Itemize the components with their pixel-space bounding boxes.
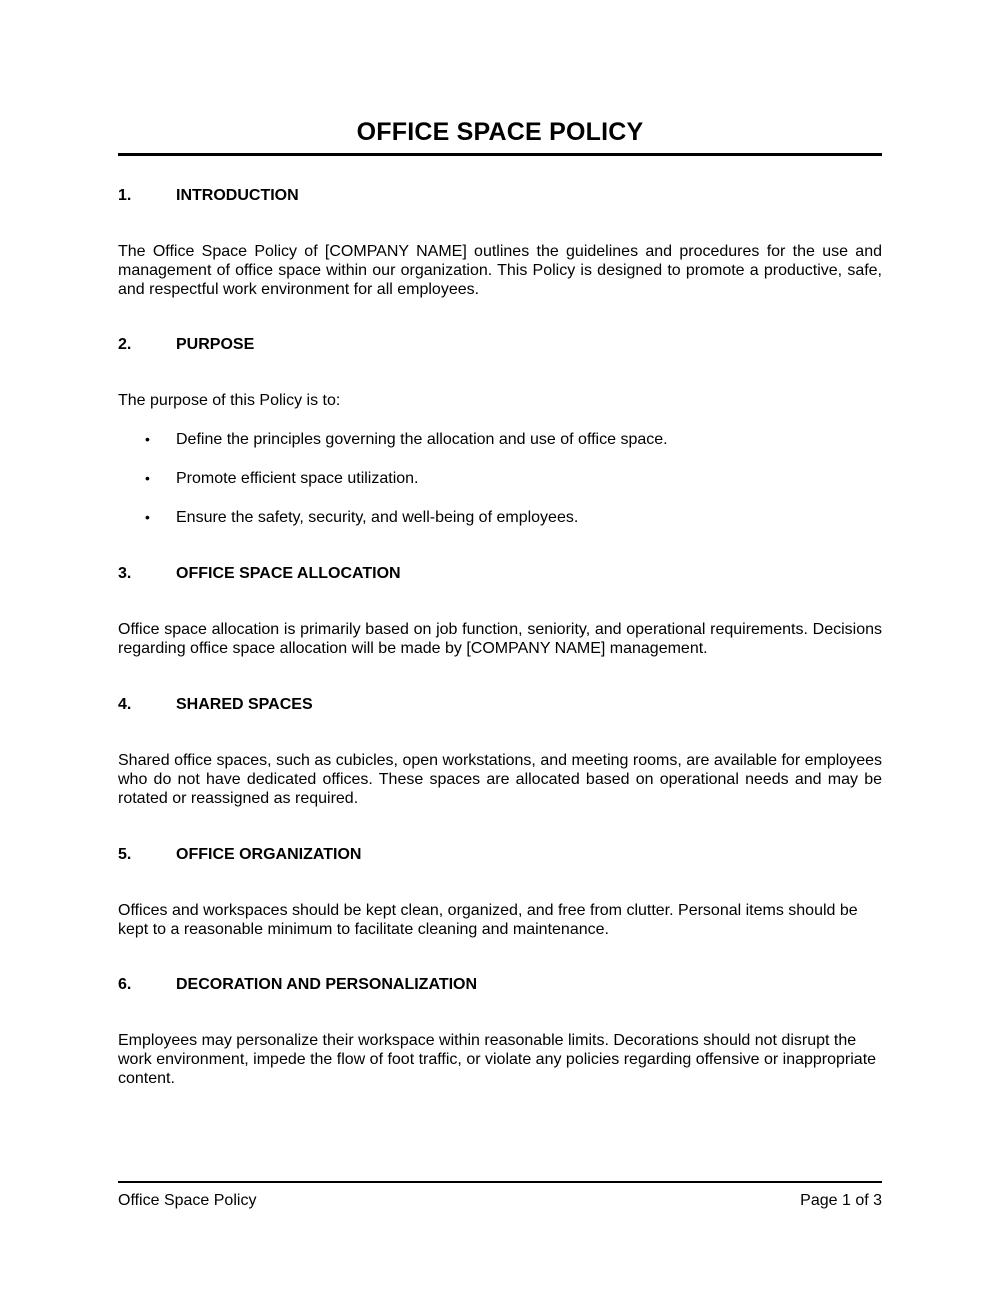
list-item-text: Promote efficient space utilization. bbox=[176, 470, 419, 487]
section-number: 4. bbox=[118, 696, 132, 713]
section-title: INTRODUCTION bbox=[176, 187, 299, 204]
section-heading-office-space-allocation bbox=[118, 564, 882, 583]
bullet-icon: • bbox=[145, 431, 150, 447]
section-title: SHARED SPACES bbox=[176, 696, 313, 713]
purpose-bullet-list bbox=[118, 430, 882, 527]
list-item bbox=[118, 430, 882, 449]
list-item-text: Ensure the safety, security, and well-being of employees. bbox=[176, 509, 579, 526]
title-divider bbox=[118, 153, 882, 156]
document-body bbox=[118, 186, 882, 1088]
section-number: 3. bbox=[118, 565, 132, 582]
page-title: OFFICE SPACE POLICY bbox=[356, 118, 644, 146]
bullet-icon: • bbox=[145, 470, 150, 486]
list-item bbox=[118, 508, 882, 527]
section-heading-decoration-and-personalization bbox=[118, 975, 882, 994]
section-number: 2. bbox=[118, 336, 132, 353]
section-number: 6. bbox=[118, 976, 132, 993]
footer-page-number: Page 1 of 3 bbox=[800, 1192, 882, 1209]
section-title: DECORATION AND PERSONALIZATION bbox=[176, 976, 478, 993]
bullet-icon: • bbox=[145, 509, 150, 525]
list-item bbox=[118, 469, 882, 488]
section-paragraph: Shared office spaces, such as cubicles, open workstations, and meeting rooms, are available for employees who do not have dedicated offices. These spaces are allocated based on operational needs and may be rotated or reassigned as required. bbox=[118, 752, 882, 807]
section-heading-shared-spaces bbox=[118, 695, 882, 714]
section-title: PURPOSE bbox=[176, 336, 255, 353]
section-heading-introduction bbox=[118, 186, 882, 205]
list-item-text: Define the principles governing the allocation and use of office space. bbox=[176, 431, 668, 448]
section-paragraph: The Office Space Policy of [COMPANY NAME] outlines the guidelines and procedures for the use and management of office space within our organization. This Policy is designed to promote a productive, safe, and respectful work environment for all employees. bbox=[118, 243, 882, 298]
section-paragraph: The purpose of this Policy is to: bbox=[118, 392, 341, 409]
section-title: OFFICE SPACE ALLOCATION bbox=[176, 565, 401, 582]
section-paragraph: Office space allocation is primarily based on job function, seniority, and operational requirements. Decisions regarding office space allocation will be made by [COMPANY NAME] management. bbox=[118, 621, 882, 657]
section-paragraph: Offices and workspaces should be kept clean, organized, and free from clutter. Personal items should be kept to a reasonable minimum to facilitate cleaning and maintenance. bbox=[118, 902, 858, 938]
footer-divider bbox=[118, 1181, 882, 1183]
section-heading-purpose bbox=[118, 335, 882, 354]
section-number: 1. bbox=[118, 187, 132, 204]
footer-document-name: Office Space Policy bbox=[118, 1192, 257, 1209]
section-heading-office-organization bbox=[118, 845, 882, 864]
section-title: OFFICE ORGANIZATION bbox=[176, 846, 362, 863]
page-footer bbox=[118, 1191, 882, 1210]
section-paragraph: Employees may personalize their workspace within reasonable limits. Decorations should not disrupt the work environment, impede the flow of foot traffic, or violate any policies regarding offensive or inappropriate content. bbox=[118, 1032, 877, 1087]
section-number: 5. bbox=[118, 846, 132, 863]
